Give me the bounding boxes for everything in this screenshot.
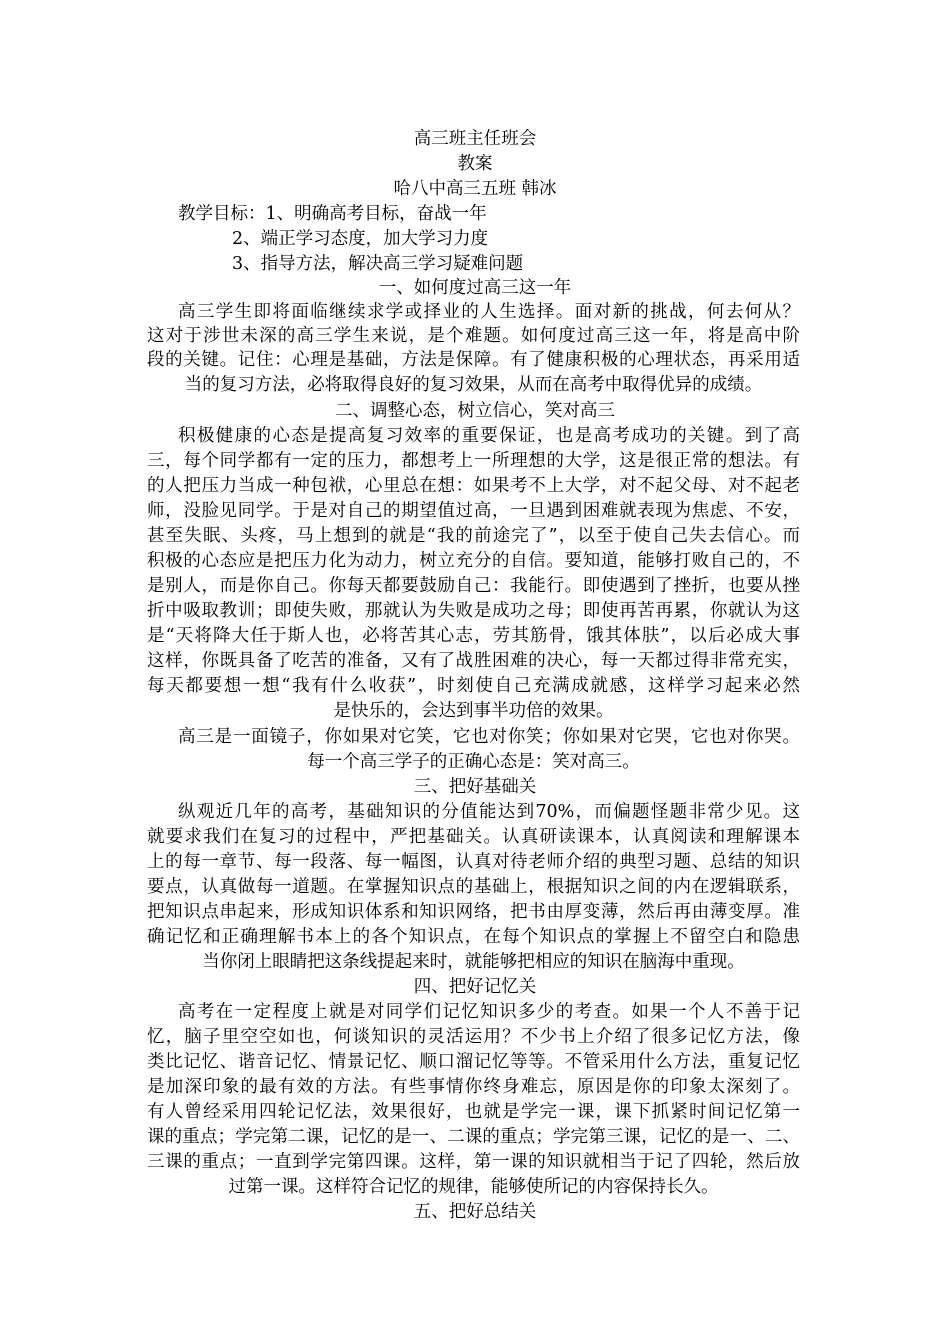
paragraph-line: 当的复习方法，必将取得良好的复习效果，从而在高考中取得优异的成绩。 (184, 375, 763, 395)
paragraph-line: 是加深印象的最有效的方法。有些事情你终身难忘，原因是你的印象太深刻了。 (147, 1077, 800, 1097)
paragraph-line: 这对于涉世未深的高三学生来说，是个难题。如何度过高三这一年，将是高中阶 (147, 326, 800, 346)
paragraph-line: 折中吸取教训；即使失败，那就认为失败是成功之母；即使再苦再累，你就认为这 (147, 601, 800, 621)
objective-item: 1、明确高考目标，奋战一年 (265, 204, 487, 224)
paragraph-line: 课的重点；学完第二课，记忆的是一、二课的重点；学完第三课，记忆的是一、二、 (147, 1127, 800, 1147)
paragraph-line: 类比记忆、谐音记忆、情景记忆、顺口溜记忆等等。不管采用什么方法，重复记忆 (147, 1052, 800, 1072)
document-title: 高三班主任班会 (413, 129, 537, 149)
paragraph-line: 过第一课。这样符合记忆的规律，能够使所记的内容保持长久。 (228, 1177, 719, 1197)
section-heading: 三、把好基础关 (413, 777, 537, 797)
paragraph-line: 是“天将降大任于斯人也，必将苦其心志，劳其筋骨，饿其体肤”，以后必成大事 (147, 626, 800, 646)
section-heading: 二、调整心态，树立信心，笑对高三 (335, 401, 615, 421)
paragraph-line: 高三学生即将面临继续求学或择业的人生选择。面对新的挑战，何去何从？ (178, 302, 800, 322)
paragraph-line: 积极的心态应是把压力化为动力，树立充分的自信。要知道，能够打败自己的，不 (147, 551, 800, 571)
paragraph-line: 上的每一章节、每一段落、每一幅图，认真对待老师介绍的典型习题、总结的知识 (147, 852, 800, 872)
paragraph-line: 高考在一定程度上就是对同学们记忆知识多少的考查。如果一个人不善于记 (178, 1002, 800, 1022)
paragraph-line: 三课的重点；一直到学完第四课。这样，第一课的知识就相当于记了四轮，然后放 (147, 1152, 800, 1172)
paragraph-line: 是快乐的，会达到事半功倍的效果。 (333, 701, 614, 721)
paragraph-line: 要点，认真做每一道题。在掌握知识点的基础上，根据知识之间的内在逻辑联系， (147, 877, 800, 897)
section-heading: 四、把好记忆关 (413, 977, 537, 997)
paragraph-line: 段的关键。记住：心理是基础，方法是保障。有了健康积极的心理状态，再采用适 (147, 350, 800, 370)
section-heading: 五、把好总结关 (413, 1202, 537, 1222)
paragraph-line: 高三是一面镜子，你如果对它笑，它也对你笑；你如果对它哭，它也对你哭。 (178, 727, 800, 747)
paragraph-line: 当你闭上眼睛把这条线提起来时，就能够把相应的知识在脑海中重现。 (202, 952, 745, 972)
paragraph-line: 甚至失眠、头疼，马上想到的就是“我的前途完了”，以至于使自己失去信心。而 (147, 526, 800, 546)
objective-line-1 (178, 200, 487, 228)
paragraph-line: 每天都要想一想“我有什么收获”，时刻使自己充满成就感，这样学习起来必然 (147, 676, 800, 696)
paragraph-line: 确记忆和正确理解书本上的各个知识点，在每个知识点的掌握上不留空白和隐患 (147, 927, 800, 947)
paragraph-line: 三，每个同学都有一定的压力，都想考上一所理想的大学，这是很正常的想法。有 (147, 451, 800, 471)
section-heading: 一、如何度过高三这一年 (378, 278, 572, 298)
paragraph-line: 积极健康的心态是提高复习效率的重要保证，也是高考成功的关键。到了高 (178, 426, 800, 446)
paragraph-line: 把知识点串起来，形成知识体系和知识网络，把书由厚变薄，然后再由薄变厚。准 (147, 902, 800, 922)
paragraph-line: 的人把压力当成一种包袱，心里总在想：如果考不上大学，对不起父母、对不起老 (147, 476, 800, 496)
paragraph-line: 忆，脑子里空空如也，何谈知识的灵活运用？不少书上介绍了很多记忆方法，像 (147, 1027, 800, 1047)
paragraph-line: 师，没脸见同学。于是对自己的期望值过高，一旦遇到困难就表现为焦虑、不安， (147, 501, 800, 521)
paragraph-line: 这样，你既具备了吃苦的准备，又有了战胜困难的决心，每一天都过得非常充实， (147, 651, 800, 671)
objective-item: 3、指导方法，解决高三学习疑难问题 (232, 254, 524, 274)
objective-item: 2、端正学习态度，加大学习力度 (232, 229, 489, 249)
paragraph-line: 有人曾经采用四轮记忆法，效果很好，也就是学完一课，课下抓紧时间记忆第一 (147, 1102, 800, 1122)
paragraph-line: 纵观近几年的高考，基础知识的分值能达到70%，而偏题怪题非常少见。这 (178, 802, 800, 822)
objectives-label: 教学目标： (178, 204, 266, 224)
paragraph-line: 是别人，而是你自己。你每天都要鼓励自己：我能行。即使遇到了挫折，也要从挫 (147, 576, 800, 596)
document-subtitle: 教案 (457, 154, 493, 174)
paragraph-line: 就要求我们在复习的过程中，严把基础关。认真研读课本，认真阅读和理解课本 (147, 827, 800, 847)
document-author: 哈八中高三五班 韩冰 (393, 179, 557, 199)
paragraph-line: 每一个高三学子的正确心态是：笑对高三。 (307, 752, 640, 772)
